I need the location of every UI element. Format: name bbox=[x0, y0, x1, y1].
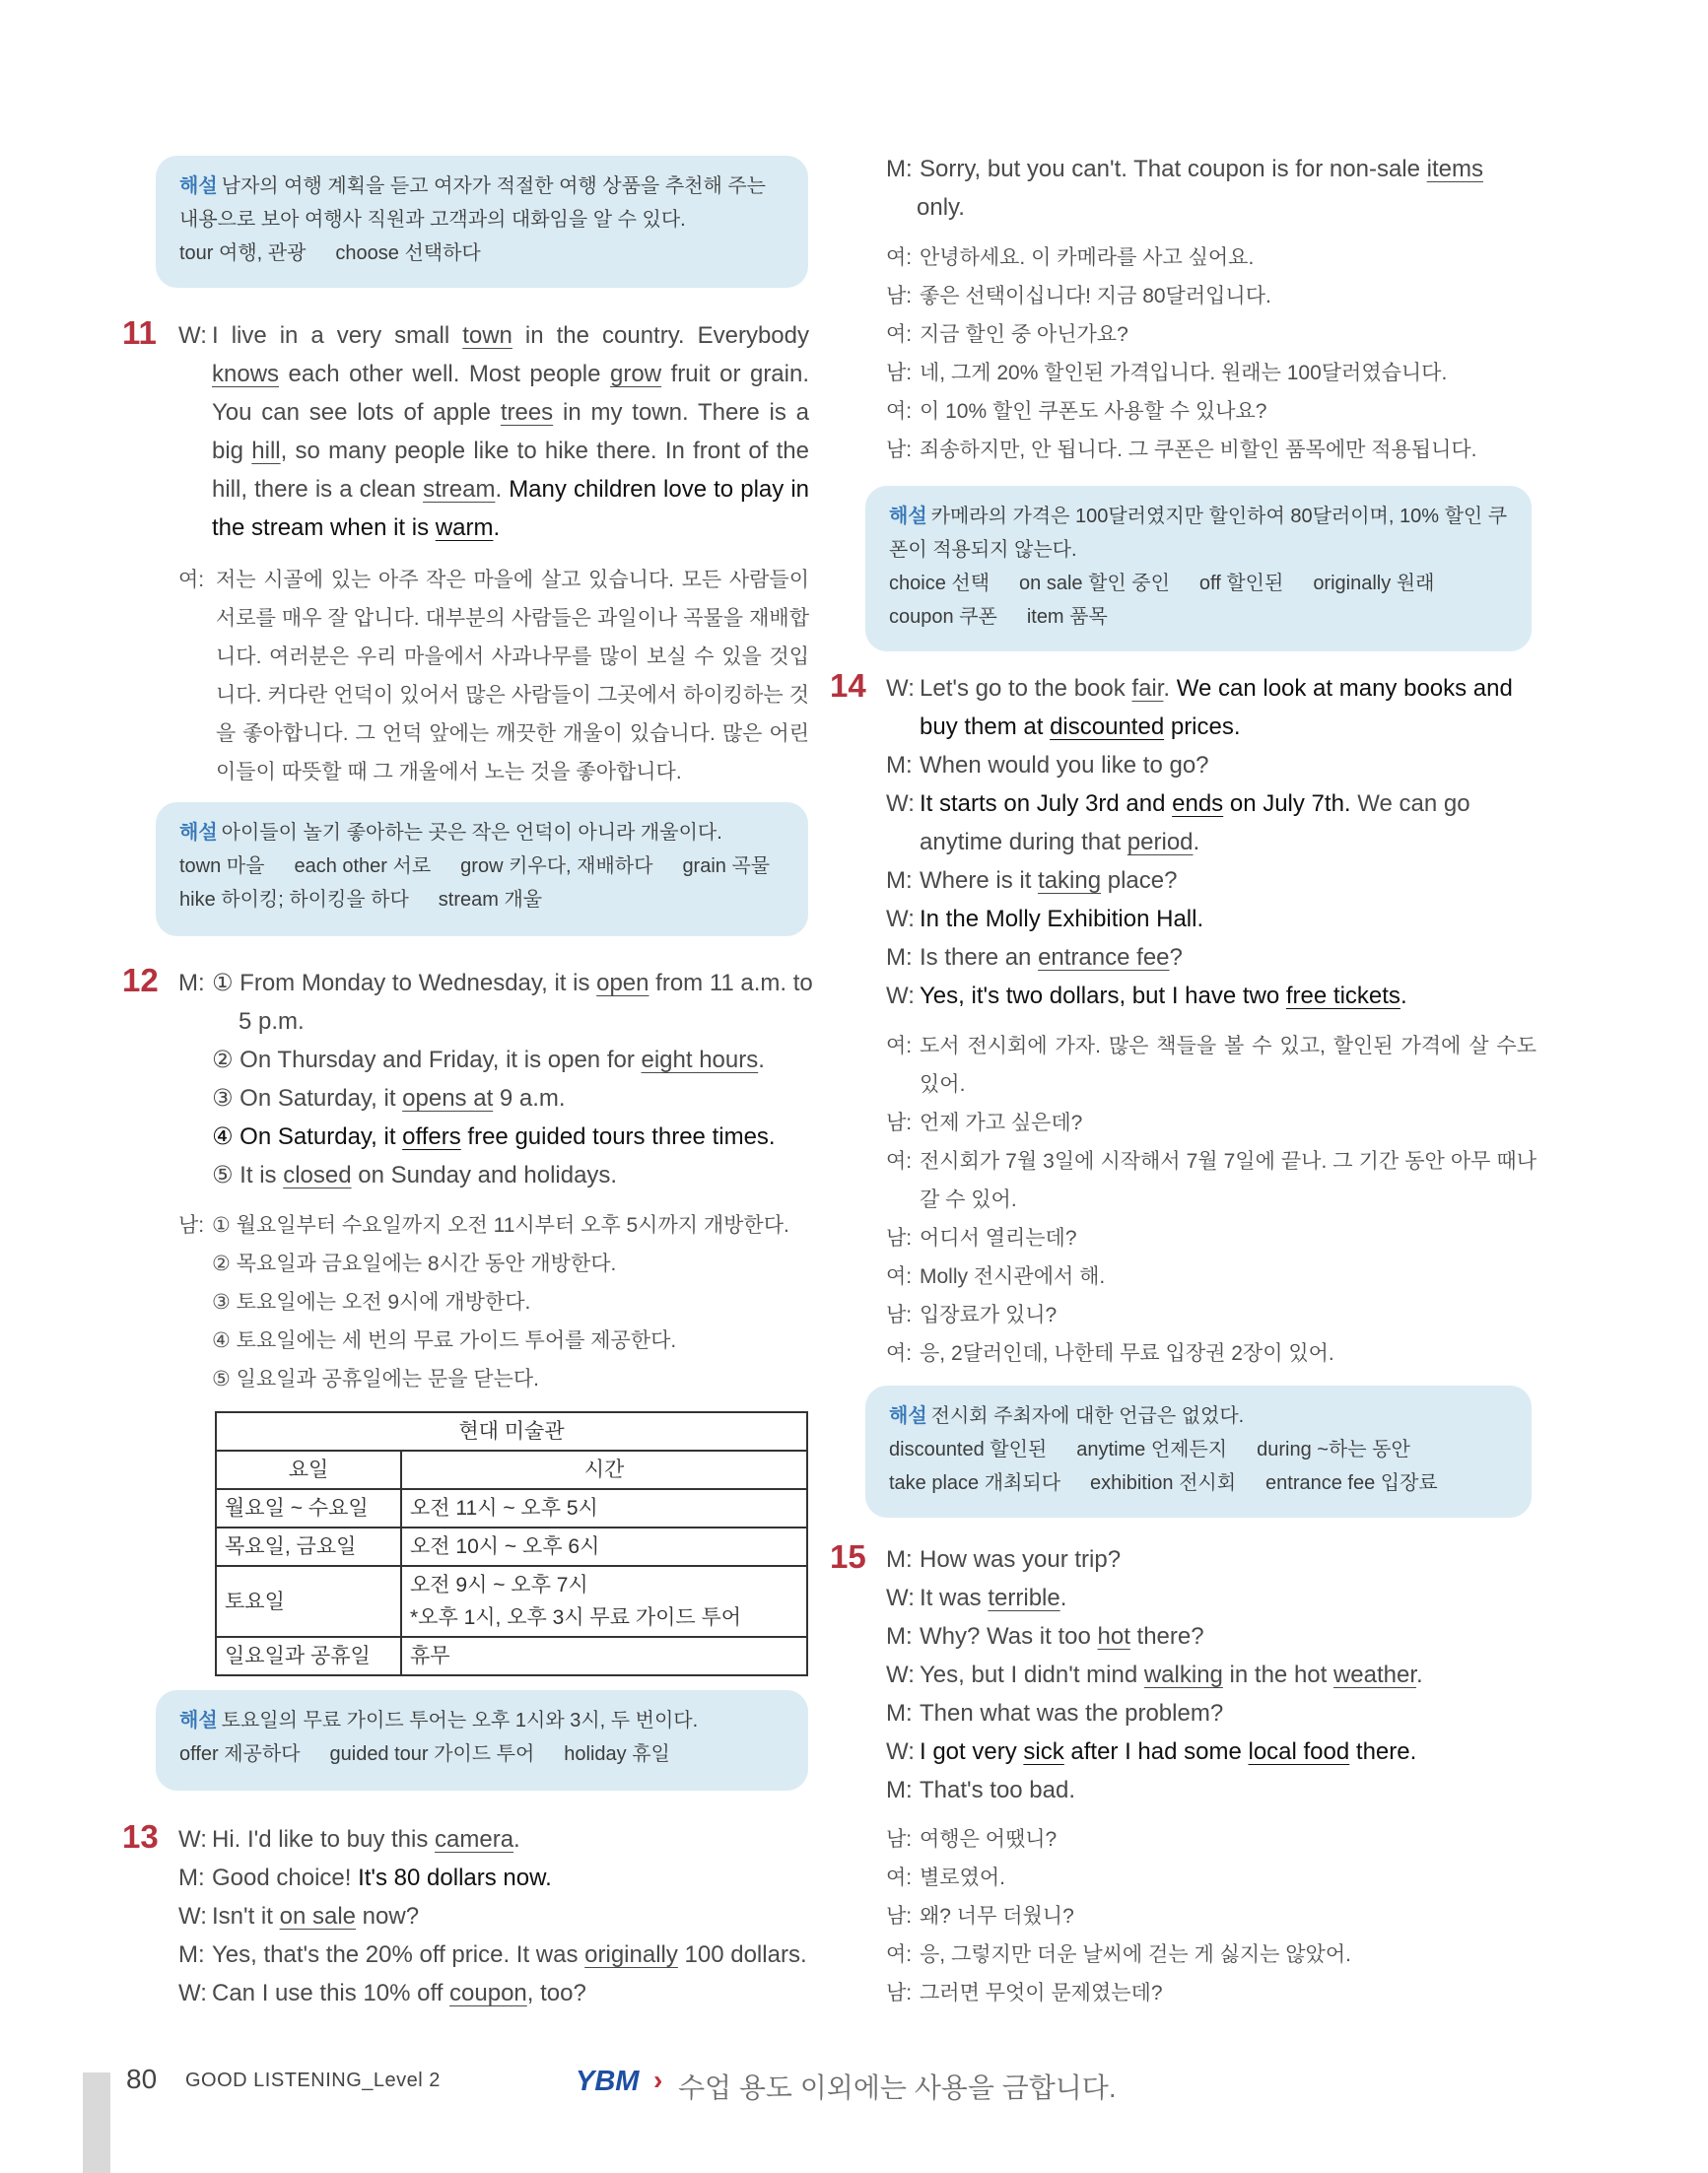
text-segment: ② On Thursday and Friday, it is open for bbox=[212, 1047, 642, 1073]
text-segment: in the hot bbox=[1222, 1662, 1333, 1688]
vocab-list bbox=[889, 1433, 1508, 1466]
translation-line bbox=[886, 354, 1537, 392]
vocab-item: each other 서로 bbox=[294, 855, 432, 877]
translation-line bbox=[886, 1296, 1537, 1334]
vocab-item: anytime 언제든지 bbox=[1076, 1439, 1228, 1460]
table-cell: 오전 10시 ~ 오후 6시 bbox=[401, 1528, 807, 1566]
dialogue-line bbox=[886, 900, 1556, 938]
speaker-label: W: bbox=[886, 790, 915, 817]
speaker-label: W: bbox=[886, 1662, 915, 1688]
speaker-label: M: bbox=[886, 752, 913, 779]
option-2 bbox=[212, 1041, 813, 1079]
explanation-box-q11 bbox=[156, 802, 808, 936]
vocab-item: grow 키우다, 재배하다 bbox=[460, 855, 653, 877]
text-segment: in my town. There is a big bbox=[212, 399, 810, 464]
speaker-label: W: bbox=[178, 1903, 207, 1930]
translation-line: ⑤ 일요일과 공휴일에는 문을 닫는다. bbox=[212, 1368, 540, 1391]
blank-answer: weather bbox=[1332, 1662, 1417, 1688]
translation-line bbox=[886, 1104, 1537, 1142]
text-segment: Yes, but I didn't mind bbox=[920, 1662, 1144, 1688]
blank-answer: local food bbox=[1248, 1738, 1350, 1765]
dialogue-line bbox=[886, 784, 1556, 823]
speaker-label: 남: bbox=[886, 285, 913, 307]
q13-dialogue-cont bbox=[886, 150, 1537, 227]
text-segment: anytime during that bbox=[920, 829, 1127, 855]
speaker-label: M: bbox=[178, 1865, 205, 1891]
blank-answer: walking bbox=[1143, 1662, 1223, 1688]
speaker-label: W: bbox=[886, 983, 915, 1009]
text-segment: on July 7th. bbox=[1223, 790, 1351, 817]
speaker-label: M: bbox=[178, 1941, 205, 1968]
table-row bbox=[216, 1489, 807, 1528]
text-segment: after I had some bbox=[1063, 1738, 1249, 1765]
dialogue-line bbox=[886, 150, 1537, 188]
question-number: 13 bbox=[122, 1818, 159, 1855]
dialogue-line bbox=[178, 1974, 829, 2012]
speaker-label: 여: bbox=[886, 1265, 913, 1288]
text-segment: Hi. I'd like to buy this bbox=[212, 1826, 436, 1853]
translation-text: 어디서 열리는데? bbox=[920, 1227, 1077, 1250]
dialogue-line bbox=[886, 1540, 1556, 1579]
blank-answer: on sale bbox=[279, 1903, 356, 1930]
speaker-label: M: bbox=[178, 970, 205, 996]
vocab-list bbox=[889, 1466, 1508, 1500]
text-segment: . bbox=[495, 476, 510, 503]
translation-text: 여행은 어땠니? bbox=[920, 1828, 1058, 1851]
speaker-label: M: bbox=[886, 1700, 913, 1727]
text-segment: I got very bbox=[920, 1738, 1024, 1765]
text-segment: Good choice! bbox=[212, 1865, 359, 1891]
blank-answer: grow bbox=[610, 361, 662, 387]
blank-answer: trees bbox=[500, 399, 554, 426]
table-header: 요일 bbox=[216, 1451, 401, 1489]
explanation-box-q10 bbox=[156, 156, 808, 288]
translation-text: 저는 시골에 있는 아주 작은 마을에 살고 있습니다. 모든 사람들이 서로를 매우 잘 압니다. 대부분의 사람들은 과일이나 곡물을 재배합니다. 여러분은 우리 마을에서 사과나무를 많이 보실 수 있을 것입니다. 커다란 언덕이 있어서 많은 사람들이 그곳에서 하이킹하는 것을 좋아합니다. 그 언덕 앞에는 깨끗한 개울이 있습니다. 많은 어린이들이 따뜻할 때 그 개울에서 노는 것을 좋아합니다. bbox=[216, 569, 809, 783]
speaker-label: W: bbox=[886, 1585, 915, 1611]
speaker-label: W: bbox=[886, 906, 915, 932]
footer-side-bar bbox=[83, 2072, 110, 2173]
explanation-tag: 해설 bbox=[889, 1405, 927, 1427]
text-segment: Then what was the problem? bbox=[920, 1700, 1224, 1727]
text-segment: . bbox=[493, 514, 501, 541]
dialogue-line bbox=[886, 1656, 1556, 1694]
table-cell-line: 오전 9시 ~ 오후 7시 bbox=[410, 1574, 588, 1596]
text-segment: buy them at bbox=[920, 713, 1051, 740]
speaker-label: M: bbox=[886, 1623, 913, 1650]
text-segment: We can go bbox=[1350, 790, 1470, 817]
text-segment: Isn't it bbox=[212, 1903, 280, 1930]
translation-text: 도서 전시회에 가자. 많은 책들을 볼 수 있고, 할인된 가격에 살 수도 있어. bbox=[920, 1035, 1537, 1096]
dialogue-line bbox=[886, 977, 1556, 1015]
vocab-item: hike 하이킹; 하이킹을 하다 bbox=[179, 889, 409, 911]
table-row bbox=[216, 1528, 807, 1566]
q13-translation bbox=[886, 238, 1537, 469]
table-row bbox=[216, 1566, 807, 1637]
text-segment: free guided tours three times. bbox=[460, 1123, 776, 1150]
vocab-list bbox=[179, 1737, 785, 1771]
speaker-label: 여: bbox=[886, 1035, 913, 1057]
blank-answer: opens at bbox=[402, 1085, 494, 1112]
blank-answer: taking bbox=[1038, 867, 1102, 894]
translation-text: 응, 2달러인데, 나한테 무료 입장권 2장이 있어. bbox=[920, 1342, 1334, 1365]
q11-monologue bbox=[212, 316, 809, 547]
vocab-item: on sale 할인 중인 bbox=[1019, 573, 1170, 594]
table-cell-note: *오후 1시, 오후 3시 무료 가이드 투어 bbox=[410, 1606, 742, 1629]
question-number: 11 bbox=[122, 314, 157, 351]
speaker-label: 남: bbox=[886, 362, 913, 384]
speaker-label: 여: bbox=[886, 1150, 913, 1173]
text-segment: . bbox=[1416, 1662, 1423, 1688]
blank-answer: terrible bbox=[988, 1585, 1060, 1611]
vocab-list bbox=[889, 567, 1508, 600]
explanation-box-q12 bbox=[156, 1690, 808, 1791]
text-segment: there. bbox=[1349, 1738, 1417, 1765]
text-segment: . bbox=[1059, 1585, 1067, 1611]
blank-answer: open bbox=[596, 970, 649, 996]
question-number: 15 bbox=[830, 1538, 866, 1575]
speaker-label: 남: bbox=[886, 439, 913, 461]
explanation-text: 토요일의 무료 가이드 투어는 오후 1시와 3시, 두 번이다. bbox=[221, 1710, 699, 1732]
blank-answer: discounted bbox=[1050, 713, 1165, 740]
text-segment: . bbox=[758, 1047, 765, 1073]
translation-text: 죄송하지만, 안 됩니다. 그 쿠폰은 비할인 품목에만 적용됩니다. bbox=[920, 439, 1477, 461]
dialogue-line-cont bbox=[886, 708, 1556, 746]
text-segment: . bbox=[1400, 983, 1407, 1009]
vocab-item: exhibition 전시회 bbox=[1090, 1472, 1237, 1494]
dialogue-line-cont bbox=[886, 823, 1556, 861]
text-segment: Why? Was it too bbox=[920, 1623, 1098, 1650]
text-segment: , so many people like to hike there. In front of the hill, there is a clean bbox=[212, 438, 809, 503]
speaker-label: 여: bbox=[886, 323, 913, 346]
table-title: 현대 미술관 bbox=[216, 1412, 807, 1451]
vocab-item: holiday 휴일 bbox=[564, 1743, 670, 1765]
speaker-label: W: bbox=[178, 322, 207, 349]
text-segment: on Sunday and holidays. bbox=[351, 1162, 618, 1188]
q11-translation bbox=[178, 561, 809, 791]
blank-answer: free tickets bbox=[1285, 983, 1401, 1009]
table-cell: 목요일, 금요일 bbox=[216, 1528, 401, 1566]
translation-text: 언제 가고 싶은데? bbox=[920, 1112, 1083, 1134]
text-segment: Let's go to the book bbox=[920, 675, 1132, 702]
option-5 bbox=[212, 1156, 813, 1194]
table-cell: 일요일과 공휴일 bbox=[216, 1637, 401, 1675]
text-segment: place? bbox=[1101, 867, 1178, 894]
translation-text: 지금 할인 중 아닌가요? bbox=[920, 323, 1128, 346]
blank-answer: items bbox=[1426, 156, 1483, 182]
blank-answer: hill bbox=[251, 438, 281, 464]
table-cell: 휴무 bbox=[401, 1637, 807, 1675]
explanation-box-q14 bbox=[865, 1386, 1532, 1518]
translation-line bbox=[886, 1935, 1537, 1974]
table-row bbox=[216, 1637, 807, 1675]
blank-answer: camera bbox=[435, 1826, 514, 1853]
translation-line bbox=[886, 392, 1537, 431]
vocab-item: guided tour 가이드 투어 bbox=[329, 1743, 535, 1765]
translation-text: 응, 그렇지만 더운 날씨에 걷는 게 싫지는 않았어. bbox=[920, 1943, 1351, 1966]
translation-line bbox=[886, 1027, 1537, 1104]
translation-text: Molly 전시관에서 해. bbox=[920, 1265, 1106, 1288]
text-segment: How was your trip? bbox=[920, 1546, 1122, 1573]
page-number: 80 bbox=[126, 2064, 158, 2094]
blank-answer: coupon bbox=[449, 1980, 527, 2006]
q15-dialogue bbox=[886, 1540, 1556, 1809]
text-segment: from 11 a.m. to bbox=[649, 970, 813, 996]
q15-translation bbox=[886, 1820, 1537, 2012]
q12-dialogue bbox=[178, 964, 829, 1194]
option-3 bbox=[212, 1079, 813, 1118]
vocab-item: item 품목 bbox=[1026, 606, 1108, 628]
table-cell: 토요일 bbox=[216, 1566, 401, 1637]
speaker-label: 남: bbox=[886, 1304, 913, 1326]
dialogue-line bbox=[886, 1771, 1556, 1809]
vocab-item: stream 개울 bbox=[438, 889, 543, 911]
dialogue-line bbox=[886, 1732, 1556, 1771]
text-segment: . bbox=[513, 1826, 520, 1853]
question-number: 12 bbox=[122, 962, 159, 998]
q14-dialogue bbox=[886, 669, 1556, 1015]
vocab-item: originally 원래 bbox=[1313, 573, 1435, 594]
brand-logo: YBM bbox=[576, 2066, 640, 2097]
text-segment: I live in a very small bbox=[212, 322, 463, 349]
dialogue-line bbox=[886, 746, 1556, 784]
speaker-label: M: bbox=[886, 867, 913, 894]
dialogue-line bbox=[178, 1859, 829, 1897]
text-segment: ① From Monday to Wednesday, it is bbox=[212, 970, 597, 996]
translation-line bbox=[886, 1257, 1537, 1296]
vocab-list bbox=[179, 237, 785, 270]
text-segment: 9 a.m. bbox=[493, 1085, 566, 1112]
vocab-item: tour 여행, 관광 bbox=[179, 242, 307, 264]
q11-dialogue bbox=[178, 316, 809, 547]
dialogue-line bbox=[886, 669, 1556, 708]
blank-answer: period bbox=[1127, 829, 1194, 855]
speaker-label: M: bbox=[886, 1777, 913, 1803]
option-1-cont: 5 p.m. bbox=[239, 1008, 305, 1035]
text-segment: Is there an bbox=[920, 944, 1039, 971]
speaker-label: 여: bbox=[886, 1943, 913, 1966]
speaker-label: 여: bbox=[886, 246, 913, 269]
vocab-list bbox=[179, 883, 785, 917]
vocab-item: grain 곡물 bbox=[682, 855, 771, 877]
option-1 bbox=[212, 964, 813, 1002]
speaker-label: 남: bbox=[886, 1905, 913, 1928]
translation-line bbox=[886, 431, 1537, 469]
speaker-label: M: bbox=[886, 944, 913, 971]
blank-answer: closed bbox=[283, 1162, 352, 1188]
text-segment: . bbox=[1163, 675, 1177, 702]
blank-answer: ends bbox=[1172, 790, 1224, 817]
speaker-label: 남: bbox=[886, 1982, 913, 2004]
blank-answer: offers bbox=[402, 1123, 461, 1150]
museum-hours-table bbox=[215, 1411, 808, 1676]
text-segment: When would you like to go? bbox=[920, 752, 1209, 779]
blank-answer: eight hours bbox=[641, 1047, 759, 1073]
translation-text: 좋은 선택이십니다! 지금 80달러입니다. bbox=[920, 285, 1271, 307]
explanation-text: 아이들이 놀기 좋아하는 곳은 작은 언덕이 아니라 개울이다. bbox=[221, 822, 722, 844]
blank-answer: entrance fee bbox=[1038, 944, 1170, 971]
vocab-item: town 마을 bbox=[179, 855, 265, 877]
text-segment: . bbox=[1193, 829, 1200, 855]
speaker-label: 남: bbox=[178, 1214, 205, 1237]
dialogue-line bbox=[886, 1579, 1556, 1617]
vocab-item: during ~하는 동안 bbox=[1257, 1439, 1410, 1460]
speaker-label: 남: bbox=[886, 1828, 913, 1851]
text-segment: now? bbox=[356, 1903, 420, 1930]
blank-answer: fair bbox=[1131, 675, 1164, 702]
q13-dialogue bbox=[178, 1820, 829, 2012]
translation-text: 안녕하세요. 이 카메라를 사고 싶어요. bbox=[920, 246, 1255, 269]
speaker-label: M: bbox=[886, 1546, 913, 1573]
translation-line bbox=[886, 1859, 1537, 1897]
vocab-item: coupon 쿠폰 bbox=[889, 606, 997, 628]
dialogue-line bbox=[886, 1694, 1556, 1732]
vocab-item: entrance fee 입장료 bbox=[1265, 1472, 1438, 1494]
speaker-label: 남: bbox=[886, 1112, 913, 1134]
book-title: GOOD LISTENING_Level 2 bbox=[185, 2070, 441, 2091]
dialogue-line-cont: only. bbox=[917, 194, 965, 221]
blank-answer: stream bbox=[423, 476, 496, 503]
explanation-text: 남자의 여행 계획을 듣고 여자가 적절한 여행 상품을 추천해 주는 내용으로 보아 여행사 직원과 고객과의 대화임을 알 수 있다. bbox=[179, 175, 766, 231]
explanation-tag: 해설 bbox=[889, 506, 927, 527]
vocab-item: discounted 할인된 bbox=[889, 1439, 1048, 1460]
text-segment: there? bbox=[1129, 1623, 1204, 1650]
translation-line bbox=[886, 1334, 1537, 1373]
translation-text: 왜? 너무 더웠니? bbox=[920, 1905, 1074, 1928]
q12-translation bbox=[178, 1206, 809, 1398]
text-segment: Can I use this 10% off bbox=[212, 1980, 450, 2006]
text-segment: 100 dollars. bbox=[677, 1941, 807, 1968]
translation-line bbox=[886, 1820, 1537, 1859]
speaker-label: M: bbox=[886, 156, 913, 182]
text-segment: ? bbox=[1169, 944, 1183, 971]
translation-line: ① 월요일부터 수요일까지 오전 11시부터 오후 5시까지 개방한다. bbox=[212, 1214, 789, 1237]
text-segment: Many children love to play in the stream when it is bbox=[212, 476, 809, 541]
dialogue-line bbox=[178, 1935, 829, 1974]
vocab-item: choice 선택 bbox=[889, 573, 991, 594]
translation-line: ③ 토요일에는 오전 9시에 개방한다. bbox=[212, 1291, 531, 1314]
dialogue-line bbox=[886, 861, 1556, 900]
speaker-label: 여: bbox=[178, 569, 205, 591]
explanation-tag: 해설 bbox=[179, 175, 218, 197]
translation-text: 그러면 무엇이 문제였는데? bbox=[920, 1982, 1163, 2004]
blank-answer: originally bbox=[584, 1941, 678, 1968]
table-cell: 월요일 ~ 수요일 bbox=[216, 1489, 401, 1528]
text-segment: It's 80 dollars now. bbox=[358, 1865, 552, 1891]
text-segment: Where is it bbox=[920, 867, 1039, 894]
text-segment: ③ On Saturday, it bbox=[212, 1085, 403, 1112]
text-segment: fruit or grain. You can see lots of apple bbox=[212, 361, 810, 426]
translation-line bbox=[886, 1142, 1537, 1219]
text-segment: It was bbox=[920, 1585, 989, 1611]
dialogue-line bbox=[886, 938, 1556, 977]
vocab-list bbox=[889, 600, 1508, 634]
translation-line: ② 목요일과 금요일에는 8시간 동안 개방한다. bbox=[212, 1253, 617, 1275]
question-number: 14 bbox=[830, 667, 866, 704]
text-segment: in the country. Everybody bbox=[512, 322, 809, 349]
text-segment: ⑤ It is bbox=[212, 1162, 284, 1188]
speaker-label: W: bbox=[886, 675, 915, 702]
vocab-item: off 할인된 bbox=[1198, 573, 1284, 594]
speaker-label: 남: bbox=[886, 1227, 913, 1250]
explanation-text: 전시회 주최자에 대한 언급은 없었다. bbox=[930, 1405, 1245, 1427]
speaker-label: W: bbox=[178, 1980, 207, 2006]
translation-line bbox=[886, 1974, 1537, 2012]
text-segment: Yes, that's the 20% off price. It was bbox=[212, 1941, 585, 1968]
speaker-label: 여: bbox=[886, 1342, 913, 1365]
translation-line bbox=[886, 1897, 1537, 1935]
text-segment: In the Molly Exhibition Hall. bbox=[920, 906, 1204, 932]
blank-answer: knows bbox=[212, 361, 280, 387]
text-segment: We can look at many books and bbox=[1176, 675, 1513, 702]
vocab-item: take place 개최되다 bbox=[889, 1472, 1061, 1494]
text-segment: prices. bbox=[1164, 713, 1241, 740]
vocab-item: choose 선택하다 bbox=[335, 242, 481, 264]
translation-text: 별로였어. bbox=[920, 1867, 1005, 1889]
dialogue-line bbox=[178, 1820, 829, 1859]
dialogue-line bbox=[886, 1617, 1556, 1656]
speaker-label: W: bbox=[886, 1738, 915, 1765]
text-segment: That's too bad. bbox=[920, 1777, 1076, 1803]
blank-answer: hot bbox=[1097, 1623, 1130, 1650]
translation-line bbox=[886, 1219, 1537, 1257]
text-segment: , too? bbox=[526, 1980, 586, 2006]
blank-answer: sick bbox=[1023, 1738, 1064, 1765]
translation-line: ④ 토요일에는 세 번의 무료 가이드 투어를 제공한다. bbox=[212, 1329, 677, 1352]
text-segment: each other well. Most people bbox=[279, 361, 611, 387]
explanation-text: 카메라의 가격은 100달러였지만 할인하여 80달러이며, 10% 할인 쿠폰이 적용되지 않는다. bbox=[889, 506, 1508, 561]
q14-translation bbox=[886, 1027, 1537, 1373]
chevron-right-icon: › bbox=[653, 2065, 663, 2095]
table-header: 시간 bbox=[401, 1451, 807, 1489]
speaker-label: 여: bbox=[886, 400, 913, 423]
vocab-list bbox=[179, 849, 785, 883]
table-cell: 오전 11시 ~ 오후 5시 bbox=[401, 1489, 807, 1528]
translation-text: 입장료가 있니? bbox=[920, 1304, 1058, 1326]
table-cell bbox=[401, 1566, 807, 1637]
translation-text: 전시회가 7월 3일에 시작해서 7월 7일에 끝나. 그 기간 동안 아무 때나 갈 수 있어. bbox=[920, 1150, 1537, 1211]
blank-answer: town bbox=[462, 322, 512, 349]
explanation-box-q13 bbox=[865, 486, 1532, 651]
translation-text: 이 10% 할인 쿠폰도 사용할 수 있나요? bbox=[920, 400, 1267, 423]
explanation-tag: 해설 bbox=[179, 1710, 218, 1732]
text-segment: It starts on July 3rd and bbox=[920, 790, 1173, 817]
dialogue-line bbox=[178, 1897, 829, 1935]
vocab-item: offer 제공하다 bbox=[179, 1743, 301, 1765]
translation-line bbox=[886, 277, 1537, 315]
text-segment: Sorry, but you can't. That coupon is for non-sale bbox=[920, 156, 1427, 182]
speaker-label: W: bbox=[178, 1826, 207, 1853]
option-4 bbox=[212, 1118, 813, 1156]
text-segment: Yes, it's two dollars, but I have two bbox=[920, 983, 1286, 1009]
blank-answer: warm bbox=[435, 514, 494, 541]
usage-notice: 수업 용도 이외에는 사용을 금합니다. bbox=[678, 2072, 1117, 2103]
translation-line bbox=[886, 238, 1537, 277]
text-segment: ④ On Saturday, it bbox=[212, 1123, 403, 1150]
speaker-label: 여: bbox=[886, 1867, 913, 1889]
translation-text: 네, 그게 20% 할인된 가격입니다. 원래는 100달러였습니다. bbox=[920, 362, 1448, 384]
translation-line bbox=[886, 315, 1537, 354]
explanation-tag: 해설 bbox=[179, 822, 218, 844]
